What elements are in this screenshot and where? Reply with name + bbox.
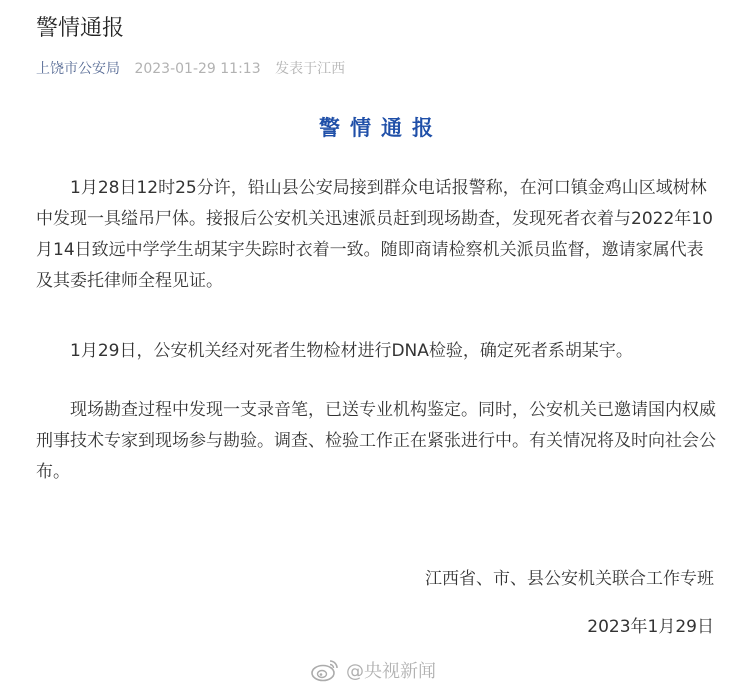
publish-datetime: 2023-01-29 11:13 xyxy=(134,61,261,77)
publish-location: 发表于江西 xyxy=(275,61,346,77)
notice-paragraph: 1月28日12时25分许，铅山县公安局接到群众电话报警称，在河口镇金鸡山区域树林中发现一具缢吊尸体。接报后公安机关迅速派员赶到现场勘查，发现死者衣着与2022年10月14日致远中学学生胡某宇失踪时衣着一致。随即商请检察机关派员监督，邀请家属代表及其委托律师全程见证。 xyxy=(36,178,713,291)
notice-heading: 警情通报 xyxy=(319,116,443,140)
watermark xyxy=(310,656,436,684)
notice-paragraph: 1月29日，公安机关经对死者生物检材进行DNA检验，确定死者系胡某宇。 xyxy=(70,341,633,361)
notice-paragraph: 现场勘查过程中发现一支录音笔，已送专业机构鉴定。同时，公安机关已邀请国内权威刑事技术专家到现场参与勘验。调查、检验工作正在紧张进行中。有关情况将及时向社会公布。 xyxy=(36,400,716,482)
author-link[interactable]: 上饶市公安局 xyxy=(36,61,120,77)
watermark-text: @央视新闻 xyxy=(346,661,436,682)
weibo-icon xyxy=(310,658,340,682)
signature-date: 2023年1月29日 xyxy=(587,617,714,637)
article-title: 警情通报 xyxy=(36,16,125,41)
article-meta xyxy=(36,58,345,80)
signature-organization: 江西省、市、县公安机关联合工作专班 xyxy=(425,569,714,589)
